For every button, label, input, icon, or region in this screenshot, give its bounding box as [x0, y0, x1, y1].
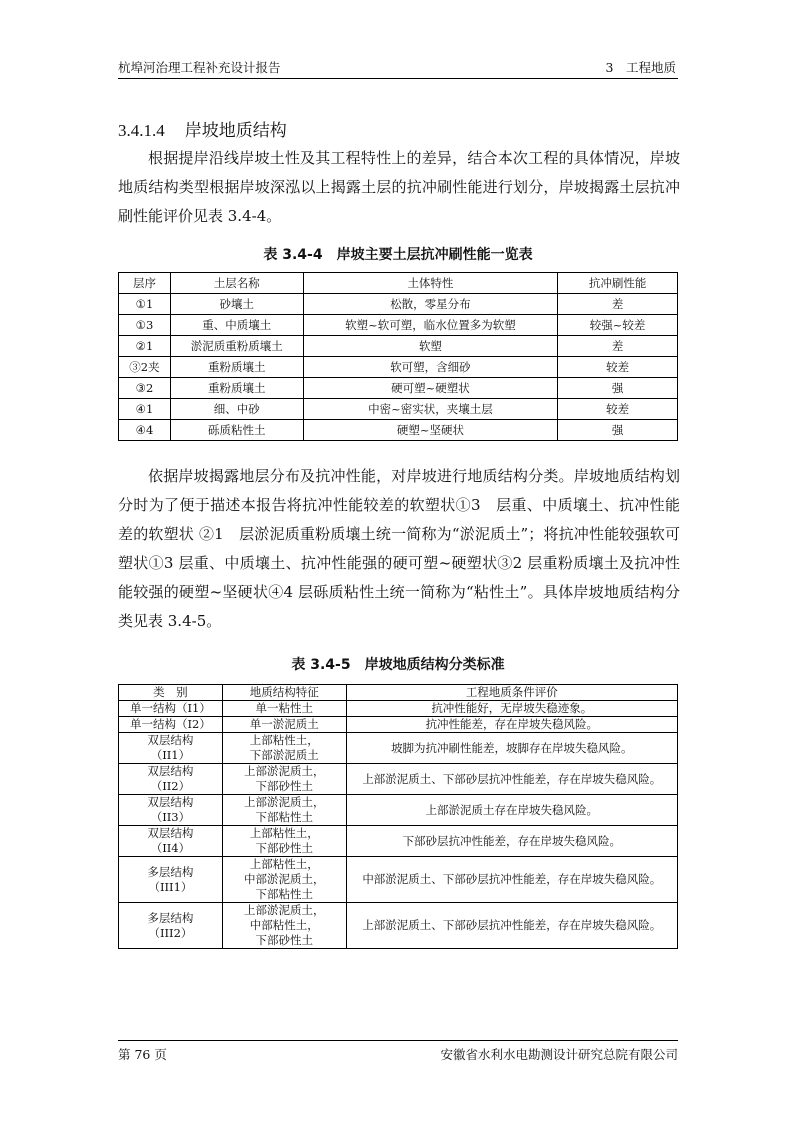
structure-feature-cell	[222, 826, 346, 857]
layer-id-cell: ①1	[119, 294, 171, 315]
structure-category-cell	[119, 826, 223, 857]
engineering-evaluation-cell: 抗冲性能差，存在岸坡失稳风险。	[346, 717, 677, 733]
layer-id-cell: ①3	[119, 315, 171, 336]
engineering-evaluation-cell: 下部砂层抗冲性能差，存在岸坡失稳风险。	[346, 826, 677, 857]
table-row	[119, 903, 678, 949]
engineering-evaluation-cell: 上部淤泥质土、下部砂层抗冲性能差，存在岸坡失稳风险。	[346, 903, 677, 949]
engineering-evaluation-cell: 抗冲性能好，无岸坡失稳迹象。	[346, 701, 677, 717]
table-row	[119, 764, 678, 795]
category-line: （II3）	[150, 810, 191, 824]
paragraph-intro-text: 根据提岸沿线岸坡土性及其工程特性上的差异，结合本次工程的具体情况，岸坡地质结构类型根据岸坡深泓以上揭露土层的抗冲刷性能进行划分，岸坡揭露土层抗冲刷性能评价见表 3.4-4。	[118, 149, 680, 225]
table2-caption-number: 表 3.4-5	[291, 657, 351, 673]
structure-feature-cell	[222, 733, 346, 764]
soil-trait-cell: 软塑	[303, 336, 558, 357]
layer-id-cell: ③2	[119, 378, 171, 399]
page-header	[118, 56, 678, 79]
table1-caption-title: 岸坡主要土层抗冲刷性能一览表	[336, 247, 533, 263]
table-row	[119, 717, 678, 733]
layer-id-cell: ④1	[119, 399, 171, 420]
table-row	[119, 315, 678, 336]
structure-category-cell	[119, 795, 223, 826]
table-row	[119, 733, 678, 764]
soil-name-cell: 重粉质壤土	[170, 357, 303, 378]
engineering-evaluation-cell: 上部淤泥质土、下部砂层抗冲性能差，存在岸坡失稳风险。	[346, 764, 677, 795]
table-row	[119, 378, 678, 399]
table-row	[119, 336, 678, 357]
table-row	[119, 294, 678, 315]
category-line: 双层结构	[147, 795, 194, 809]
structure-feature-cell	[222, 764, 346, 795]
section-number: 3.4.1.4	[118, 121, 165, 140]
structure-category-cell	[119, 733, 223, 764]
soil-name-cell: 重、中质壤土	[170, 315, 303, 336]
footer-page-number: 第 76 页	[118, 1047, 167, 1062]
paragraph-classification	[118, 462, 680, 636]
soil-name-cell: 重粉质壤土	[170, 378, 303, 399]
soil-trait-cell: 硬塑~坚硬状	[303, 420, 558, 441]
structure-category-cell	[119, 717, 223, 733]
category-line: 双层结构	[147, 826, 194, 840]
feature-line: 上部粘性土，	[249, 857, 319, 871]
structure-feature-cell	[222, 857, 346, 903]
erosion-performance-cell: 差	[558, 336, 678, 357]
structure-feature-cell	[222, 701, 346, 717]
structure-category-cell	[119, 701, 223, 717]
engineering-evaluation-cell: 中部淤泥质土、下部砂层抗冲性能差，存在岸坡失稳风险。	[346, 857, 677, 903]
feature-line: 中部淤泥质土，	[244, 872, 325, 886]
soil-trait-cell: 硬可塑~硬塑状	[303, 378, 558, 399]
layer-id-cell: ③2夹	[119, 357, 171, 378]
soil-erosion-table	[118, 272, 678, 441]
erosion-performance-cell: 较差	[558, 357, 678, 378]
footer-company: 安徽省水利水电勘测设计研究总院有限公司	[440, 1047, 678, 1062]
category-line: 双层结构	[147, 764, 194, 778]
table-row	[119, 357, 678, 378]
soil-trait-cell: 软可塑，含细砂	[303, 357, 558, 378]
erosion-performance-cell: 较强~较差	[558, 315, 678, 336]
table1-header-cell: 土体特性	[303, 273, 558, 294]
table-row	[119, 857, 678, 903]
structure-category-cell	[119, 857, 223, 903]
feature-line: 上部粘性土，	[249, 733, 319, 747]
table-row	[119, 701, 678, 717]
table2-header-cell: 地质结构特征	[222, 685, 346, 701]
table-row	[119, 795, 678, 826]
feature-line: 下部砂性土	[255, 933, 313, 947]
table2-header-cell: 工程地质条件评价	[346, 685, 677, 701]
erosion-performance-cell: 差	[558, 294, 678, 315]
feature-line: 上部淤泥质土，	[244, 795, 325, 809]
table2-caption	[118, 654, 678, 674]
paragraph-intro	[118, 144, 680, 231]
structure-feature-cell	[222, 717, 346, 733]
page-footer	[118, 1040, 678, 1065]
soil-name-cell: 砂壤土	[170, 294, 303, 315]
erosion-performance-cell: 强	[558, 378, 678, 399]
table-row	[119, 826, 678, 857]
feature-line: 上部淤泥质土，	[244, 764, 325, 778]
paragraph-classification-text: 依据岸坡揭露地层分布及抗冲性能，对岸坡进行地质结构分类。岸坡地质结构划分时为了便于描述本报告将抗冲性能较差的软塑状①3 层重、中质壤土、抗冲性能差的软塑状 ②1 层淤泥质重粉质壤土统一简称为“淤泥质土”；将抗冲性能较强软可塑状①3 层重、中质壤土、抗冲性能强的硬可塑~硬塑状③2 层重粉质壤土及抗冲性能较强的硬塑~坚硬状④4 层砾质粘性土统一简称为“粘性土”。具体岸坡地质结构分类见表 3.4-5。	[118, 467, 680, 630]
engineering-evaluation-cell: 上部淤泥质土存在岸坡失稳风险。	[346, 795, 677, 826]
engineering-evaluation-cell: 坡脚为抗冲刷性能差，坡脚存在岸坡失稳风险。	[346, 733, 677, 764]
table1-header-cell: 土层名称	[170, 273, 303, 294]
section-heading	[118, 116, 287, 141]
feature-line: 单一淤泥质土	[249, 717, 319, 731]
feature-line: 下部淤泥质土	[249, 748, 319, 762]
table1-caption-number: 表 3.4-4	[263, 247, 323, 263]
layer-id-cell: ④4	[119, 420, 171, 441]
soil-trait-cell: 软塑~软可塑，临水位置多为软塑	[303, 315, 558, 336]
structure-feature-cell	[222, 903, 346, 949]
category-line: 多层结构	[147, 910, 194, 925]
feature-line: 下部粘性土	[255, 887, 313, 901]
feature-line: 下部砂性土	[255, 841, 313, 855]
category-line: （III2）	[148, 925, 193, 940]
soil-trait-cell: 松散，零星分布	[303, 294, 558, 315]
feature-line: 单一粘性土	[255, 701, 313, 715]
soil-name-cell: 砾质粘性土	[170, 420, 303, 441]
soil-trait-cell: 中密~密实状，夹壤土层	[303, 399, 558, 420]
erosion-performance-cell: 较差	[558, 399, 678, 420]
table2-caption-title: 岸坡地质结构分类标准	[364, 657, 505, 673]
erosion-performance-cell: 强	[558, 420, 678, 441]
soil-name-cell: 淤泥质重粉质壤土	[170, 336, 303, 357]
header-chapter: 3 工程地质	[605, 60, 676, 75]
table-row	[119, 420, 678, 441]
category-line: （II4）	[150, 841, 191, 855]
category-line: 多层结构	[147, 864, 194, 879]
category-line: 双层结构	[147, 733, 194, 747]
structure-category-cell	[119, 764, 223, 795]
feature-line: 上部粘性土，	[249, 826, 319, 840]
structure-feature-cell	[222, 795, 346, 826]
feature-line: 下部粘性土	[255, 810, 313, 824]
feature-line: 下部砂性土	[255, 779, 313, 793]
table1-header-cell: 抗冲刷性能	[558, 273, 678, 294]
section-title: 岸坡地质结构	[184, 121, 287, 141]
header-report-title: 杭埠河治理工程补充设计报告	[118, 60, 281, 75]
table2-header-cell: 类 别	[119, 685, 223, 701]
feature-line: 中部粘性土，	[249, 918, 319, 932]
category-line: （III1）	[148, 879, 193, 894]
table-row	[119, 399, 678, 420]
category-line: （II2）	[150, 779, 191, 793]
soil-name-cell: 细、中砂	[170, 399, 303, 420]
layer-id-cell: ②1	[119, 336, 171, 357]
category-line: （II1）	[150, 748, 191, 762]
slope-structure-table	[118, 684, 678, 949]
feature-line: 上部淤泥质土，	[244, 903, 325, 917]
structure-category-cell	[119, 903, 223, 949]
table1-caption	[118, 244, 678, 264]
table1-header-cell: 层序	[119, 273, 171, 294]
category-line: 单一结构（I2）	[130, 717, 211, 731]
category-line: 单一结构（I1）	[130, 701, 211, 715]
